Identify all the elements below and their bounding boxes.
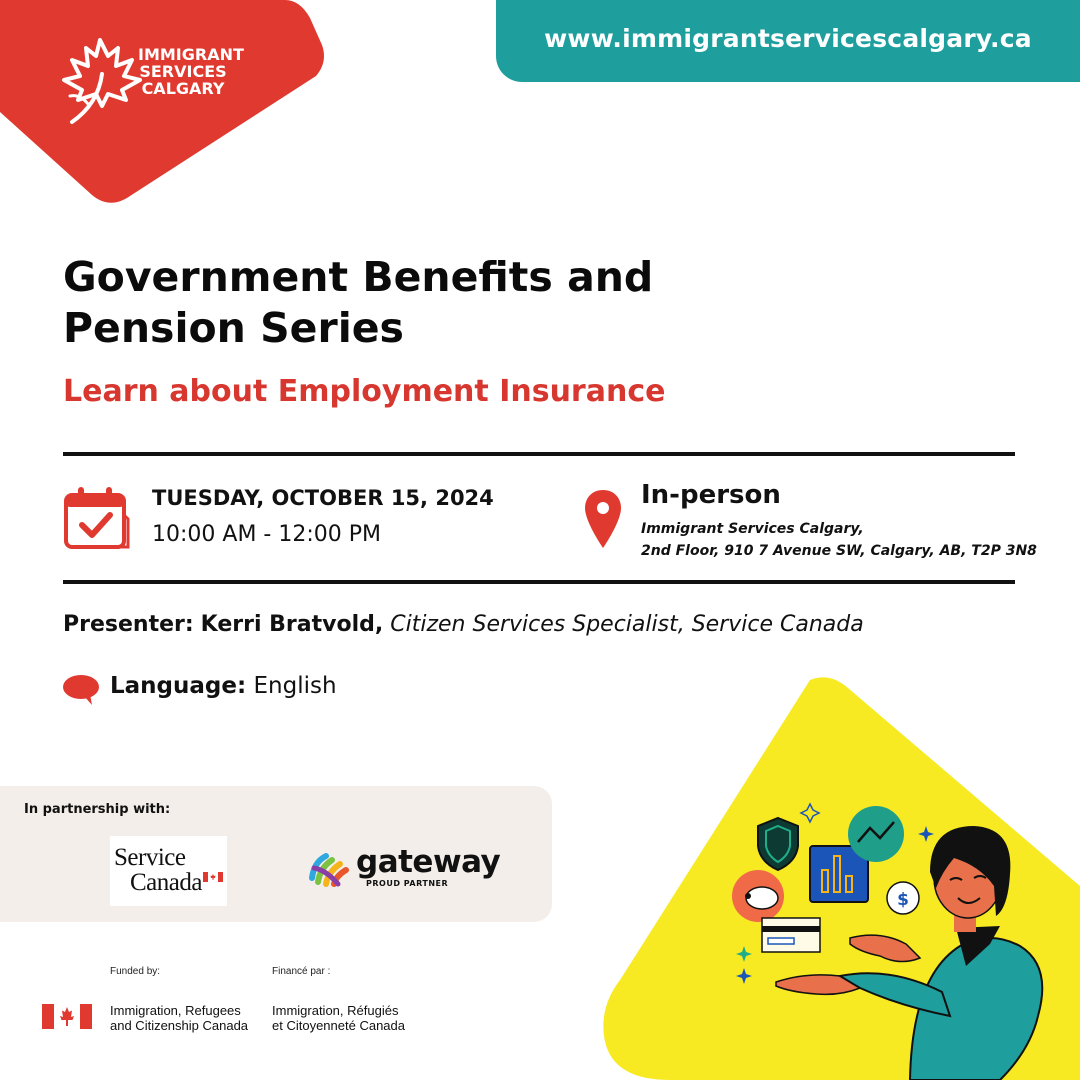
canada-flag-icon bbox=[203, 872, 223, 882]
divider-bottom bbox=[63, 580, 1015, 584]
language-label: Language: bbox=[110, 673, 247, 699]
partnership-label: In partnership with: bbox=[24, 802, 171, 817]
presenter-label: Presenter: bbox=[63, 612, 194, 637]
venue-line-2: 2nd Floor, 910 7 Avenue SW, Calgary, AB, T2P 3N8 bbox=[641, 543, 1037, 559]
service-canada-text-1: Service bbox=[114, 844, 186, 871]
event-title: Government Benefits and Pension Series bbox=[63, 253, 654, 352]
dollar-coin-icon bbox=[887, 882, 919, 914]
website-url[interactable]: www.immigrantservicescalgary.ca bbox=[544, 24, 1032, 53]
brand-logo[interactable] bbox=[58, 34, 258, 129]
gateway-logo[interactable] bbox=[308, 844, 501, 892]
piggy-bank-icon bbox=[732, 870, 784, 922]
ircc-name-french: Immigration, Réfugiés et Citoyenneté Canada bbox=[272, 1003, 405, 1033]
trend-up-icon bbox=[848, 806, 904, 862]
event-time: 10:00 AM - 12:00 PM bbox=[152, 522, 381, 547]
service-canada-logo[interactable] bbox=[110, 836, 227, 906]
divider-top bbox=[63, 452, 1015, 456]
maple-leaf-icon bbox=[58, 34, 148, 129]
service-canada-text-2: Canada bbox=[130, 869, 202, 896]
website-banner[interactable] bbox=[496, 0, 1080, 82]
presenter-role: Citizen Services Specialist, Service Canada bbox=[390, 612, 864, 637]
canada-flag-icon bbox=[42, 1004, 92, 1029]
presenter-name: Kerri Bratvold, bbox=[200, 612, 384, 637]
finance-illustration bbox=[590, 676, 1080, 1080]
event-subtitle: Learn about Employment Insurance bbox=[63, 374, 666, 409]
partnership-panel bbox=[0, 786, 552, 922]
calendar-check-icon bbox=[62, 485, 132, 551]
gateway-wordmark: gateway bbox=[356, 844, 501, 880]
brand-name: IMMIGRANT SERVICES CALGARY bbox=[138, 45, 244, 98]
svg-text:$: $ bbox=[897, 890, 909, 910]
gateway-mark-icon bbox=[308, 848, 350, 890]
ircc-name-english: Immigration, Refugees and Citizenship Canada bbox=[110, 1003, 249, 1033]
event-venue bbox=[641, 518, 1037, 562]
presenter-line bbox=[63, 612, 864, 637]
location-pin-icon bbox=[583, 488, 623, 550]
venue-line-1: Immigrant Services Calgary, bbox=[641, 521, 864, 537]
language-line bbox=[110, 673, 337, 699]
finance-par-label: Financé par : bbox=[272, 966, 331, 977]
event-date: TUESDAY, OCTOBER 15, 2024 bbox=[152, 486, 494, 510]
event-mode: In-person bbox=[641, 480, 781, 510]
gateway-tagline: PROUD PARTNER bbox=[366, 879, 449, 888]
funded-by-label: Funded by: bbox=[110, 966, 161, 977]
language-value: English bbox=[253, 673, 337, 699]
credit-card-icon bbox=[762, 918, 820, 952]
speech-bubble-icon bbox=[62, 674, 100, 706]
